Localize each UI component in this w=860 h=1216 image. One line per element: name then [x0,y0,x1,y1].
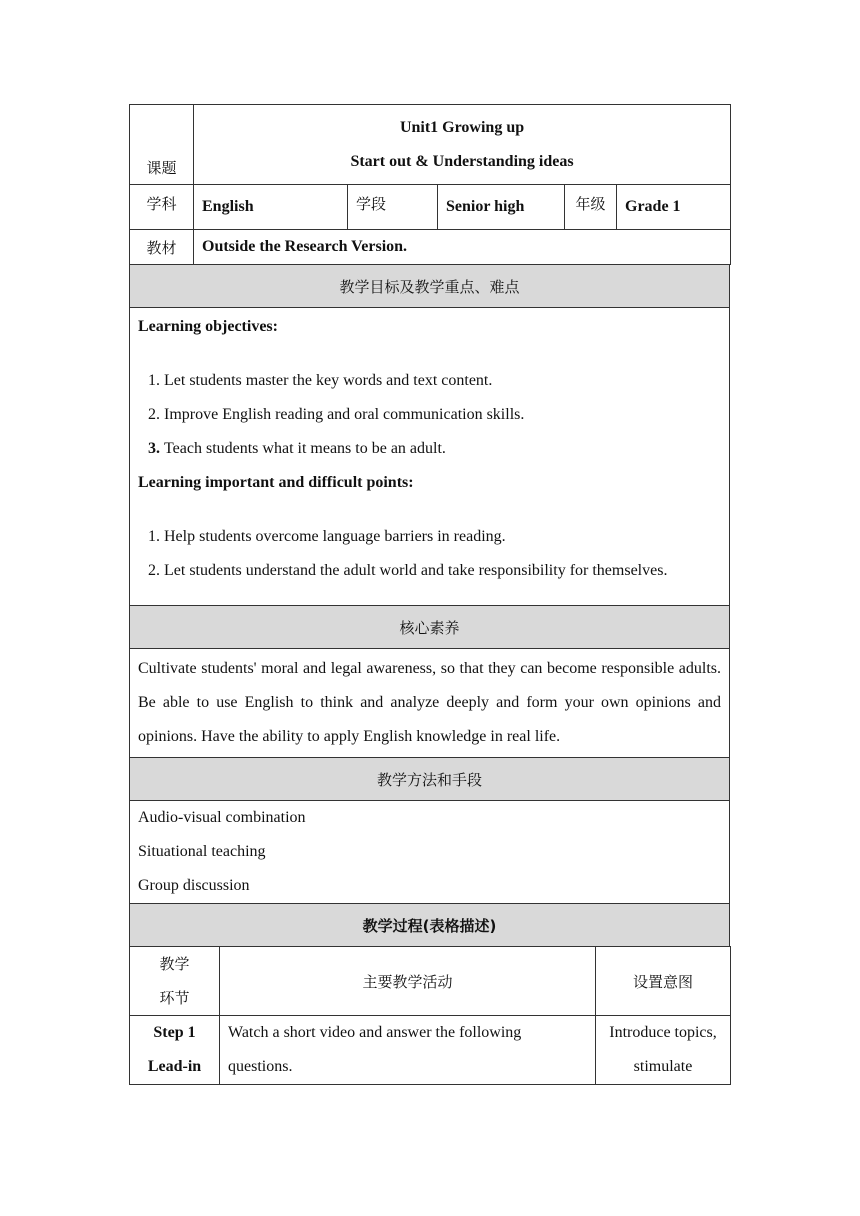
stage-value: Senior high [438,185,565,230]
core-cell [130,649,730,758]
activity-line-1: Watch a short video and answer the following [228,1024,522,1041]
col-purpose: 设置意图 [596,947,731,1016]
step-cell [130,1016,220,1085]
activity-line-2: questions. [228,1058,293,1075]
process-table [129,946,731,1085]
lesson-title [194,105,731,185]
list-item: 2. Let students understand the adult world and take responsibility for themselves. [164,554,721,588]
step-line-1: Step 1 [153,1024,196,1041]
title-line-1: Unit1 Growing up [399,118,525,136]
col-stage-line-2: 环节 [159,989,190,1007]
col-activity: 主要教学活动 [220,947,596,1016]
list-item [164,432,721,466]
step-line-2: Lead-in [147,1058,202,1075]
header-table [129,104,731,265]
purpose-line-1: Introduce topics, [609,1024,717,1041]
col-stage [130,947,220,1016]
difficult-points-title: Learning important and difficult points: [138,474,414,491]
objectives-heading: 教学目标及教学重点、难点 [130,265,730,308]
list-item: 1. Let students master the key words and text content. [164,364,721,398]
lesson-plan [129,104,730,1085]
activity-cell [220,1016,596,1085]
list-item: 1. Help students overcome language barriers in reading. [164,520,721,554]
textbook-label: 教材 [130,230,194,265]
title-line-2: Start out & Understanding ideas [350,152,574,170]
method-item: Group discussion [138,877,250,894]
col-stage-line-1: 教学 [159,955,190,973]
list-item-text: Teach students what it means to be an adult. [164,440,446,457]
subject-label: 学科 [130,185,194,230]
methods-cell [130,801,730,904]
process-heading: 教学过程(表格描述) [130,904,730,947]
list-item: 2. Improve English reading and oral communication skills. [164,398,721,432]
body-table [129,264,730,947]
methods-heading: 教学方法和手段 [130,758,730,801]
method-item: Audio-visual combination [138,809,306,826]
purpose-line-2: stimulate [633,1058,693,1075]
objectives-cell [130,308,730,606]
learning-objectives-list [138,364,721,466]
core-heading: 核心素养 [130,606,730,649]
stage-label: 学段 [348,185,438,230]
topic-label: 课题 [130,105,194,185]
subject-value: English [194,185,348,230]
core-text: Cultivate students' moral and legal awareness, so that they can become responsible adults. Be able to use English to think and analyze deeply and form your own opinions and opinions. Have the ability to apply English knowledge in real life. [138,660,721,745]
grade-value: Grade 1 [617,185,731,230]
learning-objectives-title: Learning objectives: [138,318,278,335]
difficult-points-list [138,520,721,588]
grade-label: 年级 [565,185,617,230]
purpose-cell [596,1016,731,1085]
textbook-value: Outside the Research Version. [194,230,731,265]
method-item: Situational teaching [138,843,266,860]
